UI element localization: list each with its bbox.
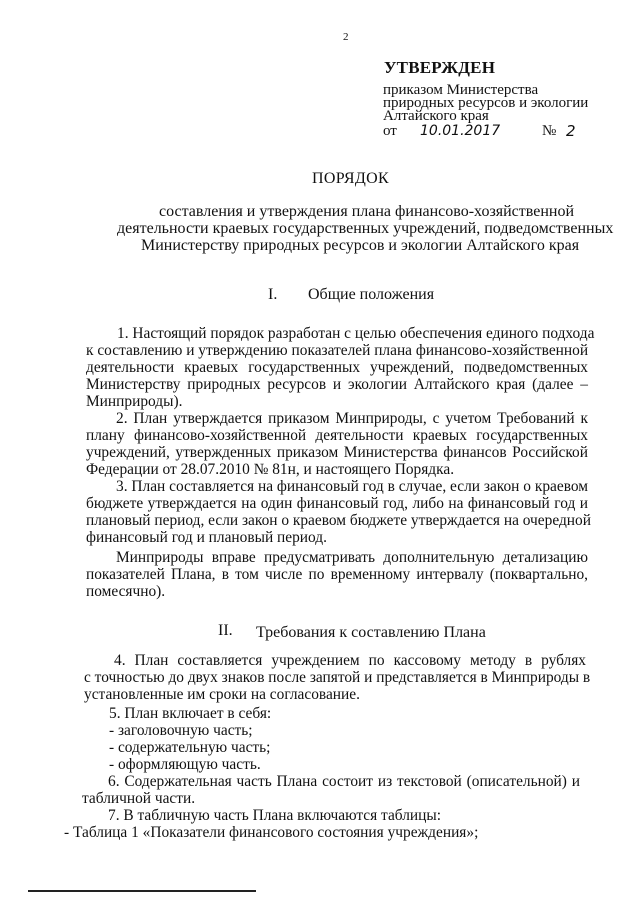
text-line: Министерству природных ресурсов и экологии Алтайского края (далее – [86, 376, 588, 393]
text-line: помесячно). [86, 583, 166, 600]
text-line: - содержательную часть; [109, 739, 271, 756]
approval-line: Алтайского края [383, 108, 489, 124]
text-line: установленные им сроки на согласование. [84, 686, 360, 703]
text-line: плану финансово-хозяйственной деятельности краевых государственных [86, 427, 588, 444]
text-line: 2. План утверждается приказом Минприроды, с учетом Требований к [116, 410, 588, 427]
text-line: деятельности краевых государственных учреждений, подведомственных [86, 359, 588, 376]
scan-edge-line [28, 890, 256, 892]
text-line: бюджете утверждается на один финансовый год, либо на финансовый год и [86, 495, 588, 512]
text-line: 1. Настоящий порядок разработан с целью обеспечения единого подхода [117, 325, 595, 342]
text-line: табличной части. [82, 790, 196, 807]
text-line: с точностью до двух знаков после запятой и представляется в Минприроды в [84, 669, 591, 686]
section-2-number: II. [218, 622, 233, 639]
text-line: - Таблица 1 «Показатели финансового состояния учреждения»; [64, 824, 479, 841]
text-line: Минприроды вправе предусматривать дополнительную детализацию [116, 549, 588, 566]
text-line: 4. План составляется учреждением по кассовому методу в рублях [114, 652, 586, 669]
text-line: Минприроды). [86, 393, 183, 410]
text-line: показателей Плана, в том числе по временному интервалу (поквартально, [86, 566, 588, 583]
subtitle-line: составления и утверждения плана финансово-хозяйственной [159, 203, 575, 220]
document-title: ПОРЯДОК [312, 170, 389, 187]
text-line: - оформляющую часть. [109, 756, 261, 773]
section-2-title: Требования к составлению Плана [256, 624, 486, 641]
approval-date-prefix: от [383, 123, 397, 139]
approval-line: природных ресурсов и экологии [383, 95, 589, 111]
approval-line: приказом Министерства [383, 82, 539, 98]
text-line: финансовый год и плановый период. [86, 529, 327, 546]
subtitle-line: деятельности краевых государственных учреждений, подведомственных [117, 220, 614, 237]
approval-title: УТВЕРЖДЕН [384, 58, 496, 77]
approval-number-handwritten: 2 [566, 122, 576, 140]
section-1-number: I. [268, 286, 278, 303]
text-line: к составлению и утверждению показателей плана финансово-хозяйственной [86, 342, 589, 359]
text-line: - заголовочную часть; [109, 722, 253, 739]
section-1-title: Общие положения [308, 286, 435, 303]
text-line: 7. В табличную часть Плана включаются таблицы: [108, 807, 442, 824]
text-line: 6. Содержательная часть Плана состоит из текстовой (описательной) и [108, 773, 580, 790]
subtitle-line: Министерству природных ресурсов и экологии Алтайского края [141, 237, 580, 254]
text-line: 3. План составляется на финансовый год в случае, если закон о краевом [116, 478, 588, 495]
approval-number-prefix: № [542, 123, 557, 139]
approval-date-handwritten: 10.01.2017 [420, 123, 501, 139]
text-line: учреждений, утвержденных приказом Министерства финансов Российской [86, 444, 588, 461]
text-line: плановый период, если закон о краевом бюджете утверждается на очередной [86, 512, 591, 529]
page-number: 2 [343, 31, 349, 43]
text-line: 5. План включает в себя: [109, 705, 272, 722]
text-line: Федерации от 28.07.2010 № 81н, и настоящего Порядка. [86, 461, 455, 478]
